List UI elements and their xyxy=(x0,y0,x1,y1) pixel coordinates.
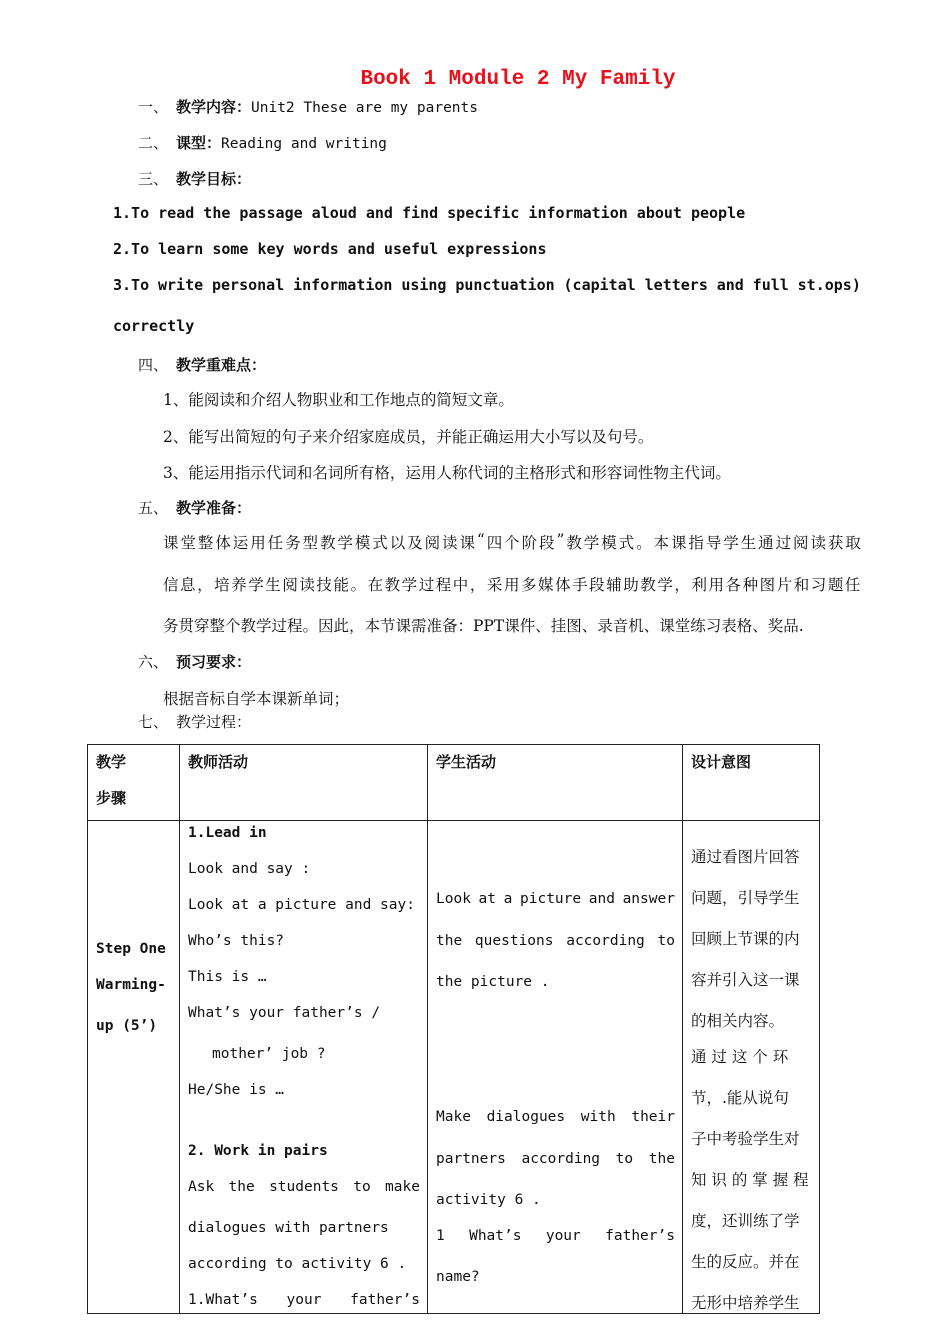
word: 用 xyxy=(250,534,266,552)
word: 用 xyxy=(708,576,725,594)
word: 四 xyxy=(486,534,503,552)
word: 用 xyxy=(503,576,520,594)
word: according xyxy=(521,1151,601,1167)
word: your xyxy=(545,1228,581,1244)
word: 技 xyxy=(316,576,332,594)
word: personal xyxy=(212,276,285,294)
word: 多 xyxy=(520,576,537,594)
word: 段 xyxy=(589,576,605,594)
word: 本 xyxy=(653,534,670,552)
word: 能 xyxy=(333,576,349,594)
word: 息 xyxy=(180,576,196,594)
word: Look xyxy=(436,891,471,907)
keypoint-1: 1、能阅读和介绍人物职业和工作地点的简短文章。 xyxy=(163,391,514,409)
word: (capital xyxy=(563,276,636,294)
header-teacher: 教师活动 xyxy=(180,745,428,821)
word: 课 xyxy=(459,534,475,552)
word: ” xyxy=(556,531,565,549)
word: 式 xyxy=(372,534,388,552)
word: 务 xyxy=(285,534,301,552)
intent-line: 子中考验学生对 xyxy=(691,1130,800,1148)
word: 学 xyxy=(723,534,739,552)
word: 阅 xyxy=(793,534,809,552)
word: and xyxy=(716,276,744,294)
process-table xyxy=(87,744,820,1314)
section-preview xyxy=(138,651,251,672)
word: 习 xyxy=(810,576,827,594)
design-intent-cell xyxy=(683,821,820,1314)
section-number: 三、 xyxy=(138,170,169,188)
section-label: 预习要求： xyxy=(176,653,252,671)
word: 养 xyxy=(231,576,247,594)
word: dialogues xyxy=(486,1109,566,1125)
intent-line: 容并引入这一课 xyxy=(691,971,800,989)
word: picture xyxy=(520,891,582,907)
word: their xyxy=(631,1109,675,1125)
section-number: 二、 xyxy=(138,134,169,152)
word: 模 xyxy=(354,534,371,552)
word: st.ops) xyxy=(797,276,861,294)
section-keypoints xyxy=(138,354,266,375)
word: 1 xyxy=(436,1228,445,1244)
word: partners xyxy=(436,1151,506,1167)
intent-line: 生的反应。并在 xyxy=(691,1253,800,1271)
word: the xyxy=(648,1151,675,1167)
word: 图 xyxy=(759,576,776,594)
word: 式 xyxy=(618,534,635,552)
section-label: 教学目标： xyxy=(176,170,252,188)
word: 个 xyxy=(504,534,520,552)
word: 通 xyxy=(758,534,774,552)
intent-line: 无形中培养学生 xyxy=(691,1294,800,1312)
intent-line: 问题，引导学生 xyxy=(691,889,800,907)
word: 读 xyxy=(810,534,826,552)
word: 3.To xyxy=(113,276,150,294)
keypoint-2: 2、能写出简短的句子来介绍家庭成员，并能正确运用大小写以及句号。 xyxy=(163,428,654,446)
word: 运 xyxy=(232,534,249,552)
section-label: 教学准备： xyxy=(176,499,252,517)
word: 段 xyxy=(539,534,555,552)
word: make xyxy=(385,1179,420,1195)
word: 学 xyxy=(401,576,418,594)
header-student: 学生活动 xyxy=(428,745,683,821)
word: full xyxy=(752,276,789,294)
word: the xyxy=(436,933,463,949)
header-step: 教学 步骤 xyxy=(88,745,180,821)
word: 信 xyxy=(163,576,179,594)
word: 辅 xyxy=(606,576,622,594)
prep-line-2 xyxy=(163,573,861,595)
word: letters xyxy=(644,276,708,294)
word: 读 xyxy=(299,576,315,594)
prep-line-1 xyxy=(163,531,861,553)
word: 课 xyxy=(163,534,179,552)
intent-line: 的相关内容。 xyxy=(691,1012,785,1030)
word: 型 xyxy=(302,534,319,552)
word: 媒 xyxy=(538,576,554,594)
word: to xyxy=(353,1179,371,1195)
word: 和 xyxy=(793,576,810,594)
word: 学 xyxy=(657,576,673,594)
word: the xyxy=(228,1179,255,1195)
word: 各 xyxy=(725,576,742,594)
word: 中 xyxy=(452,576,469,594)
intent-line: 回顾上节课的内 xyxy=(691,930,800,948)
word: 课 xyxy=(670,534,687,552)
word: 阶 xyxy=(521,534,538,552)
word: Ask xyxy=(188,1179,215,1195)
word: 种 xyxy=(742,576,759,594)
section-content xyxy=(138,96,478,117)
word: your xyxy=(286,1292,322,1308)
word: 。 xyxy=(636,534,652,552)
word: 片 xyxy=(776,576,793,594)
word: at xyxy=(478,891,497,907)
word: 任 xyxy=(267,534,284,552)
section-preparation xyxy=(138,497,251,518)
word: What’s xyxy=(469,1228,522,1244)
word: to xyxy=(615,1151,634,1167)
word: punctuation xyxy=(455,276,555,294)
word: using xyxy=(401,276,447,294)
word: 学 xyxy=(583,534,600,552)
word: a xyxy=(503,891,513,907)
document-title: Book 1 Module 2 My Family xyxy=(360,68,676,91)
word: ， xyxy=(197,576,213,594)
word: 读 xyxy=(442,534,458,552)
word: 获 xyxy=(827,534,844,552)
word: 过 xyxy=(775,534,792,552)
word: Make xyxy=(436,1109,471,1125)
word: “ xyxy=(476,531,485,549)
word: 阅 xyxy=(424,534,441,552)
section-number: 六、 xyxy=(138,653,169,671)
intent-line: 节，.能从说句 xyxy=(691,1089,789,1107)
word: 学 xyxy=(337,534,353,552)
objective-3-cont: correctly xyxy=(113,317,195,335)
intent-line: 通 过 这 个 环 xyxy=(691,1048,789,1066)
section-label: 教学重难点： xyxy=(176,356,267,374)
word: father’s xyxy=(350,1292,420,1308)
intent-line: 通过看图片回答 xyxy=(691,848,800,866)
teacher-activity-cell: 1.Lead in Look and say : Look at a picture and say: Who’s this? This is … What’s your father’s / mother’ job ? He/She is … 2. Work in pairs Ask the students to make dialogues with partners according to activity 6 . 1.What’s your father’s xyxy=(180,821,428,1314)
word: to xyxy=(657,933,675,949)
section-value: Reading and writing xyxy=(221,136,387,152)
word: 学 xyxy=(248,576,264,594)
word: questions xyxy=(474,933,554,949)
word: and xyxy=(588,891,615,907)
word: 。 xyxy=(350,576,367,594)
table-row xyxy=(88,821,820,1314)
word: 教 xyxy=(319,534,336,552)
word: 任 xyxy=(844,576,861,594)
section-process xyxy=(138,711,251,732)
word: students xyxy=(269,1179,339,1195)
section-number: 四、 xyxy=(138,356,169,374)
section-label: 教学过程： xyxy=(176,713,252,731)
word: 采 xyxy=(486,576,503,594)
word: 生 xyxy=(265,576,281,594)
word: according xyxy=(566,933,645,949)
word: 题 xyxy=(827,576,844,594)
keypoint-3: 3、能运用指示代词和名词所有格，运用人称代词的主格形式和形容词性物主代词。 xyxy=(163,464,731,482)
student-activity-cell: Look at a picture and answer the questions according to the picture . Make dialogues with their partners according to the activity 6 . 1 What’s your father’s name? xyxy=(428,821,683,1314)
word: 手 xyxy=(572,576,588,594)
objective-2: 2.To learn some key words and useful expressions xyxy=(113,240,547,258)
section-value: Unit2 These are my parents xyxy=(251,100,478,116)
word: ， xyxy=(674,576,690,594)
section-type xyxy=(138,132,387,153)
word: answer xyxy=(622,891,675,907)
word: father’s xyxy=(605,1228,675,1244)
word: 整 xyxy=(197,534,214,552)
intent-line: 度，还训练了学 xyxy=(691,1212,800,1230)
word: 助 xyxy=(623,576,639,594)
word: 过 xyxy=(418,576,435,594)
word: write xyxy=(157,276,204,294)
step-cell: Step One Warming- up (5’) xyxy=(88,821,180,1314)
section-label: 课型： xyxy=(176,134,222,152)
word: 在 xyxy=(367,576,384,594)
word: 体 xyxy=(215,534,231,552)
section-label: 教学内容： xyxy=(176,98,252,116)
word: 培 xyxy=(214,576,230,594)
word: 及 xyxy=(407,534,423,552)
objective-3-text xyxy=(113,276,861,294)
word: 教 xyxy=(384,576,401,594)
word: 程 xyxy=(435,576,452,594)
objective-3 xyxy=(113,276,861,294)
objective-1: 1.To read the passage aloud and find specific information about people xyxy=(113,204,746,222)
intent-line: 知 识 的 掌 握 程 xyxy=(691,1171,809,1189)
word: ， xyxy=(469,576,486,594)
word: 生 xyxy=(740,534,757,552)
word: with xyxy=(580,1109,616,1125)
word: 体 xyxy=(555,576,571,594)
section-number: 七、 xyxy=(138,713,169,731)
word: 导 xyxy=(705,534,722,552)
section-number: 一、 xyxy=(138,98,169,116)
word: 指 xyxy=(688,534,704,552)
header-intent: 设计意图 xyxy=(683,745,820,821)
section-objectives xyxy=(138,168,251,189)
word: 1.What’s xyxy=(188,1292,258,1308)
word: 以 xyxy=(389,534,406,552)
word: 教 xyxy=(640,576,656,594)
word: 取 xyxy=(845,534,861,552)
word: 利 xyxy=(691,576,707,594)
table-header-row xyxy=(88,745,820,821)
preview-text: 根据音标自学本课新单词； xyxy=(163,690,350,708)
section-number: 五、 xyxy=(138,499,169,517)
word: information xyxy=(293,276,393,294)
prep-line-3: 务贯穿整个教学过程。因此，本节课需准备：PPT课件、挂图、录音机、课堂练习表格、奖品. xyxy=(163,617,804,635)
word: 模 xyxy=(601,534,617,552)
word: 阅 xyxy=(282,576,298,594)
word: 堂 xyxy=(180,534,196,552)
word: 教 xyxy=(566,534,582,552)
